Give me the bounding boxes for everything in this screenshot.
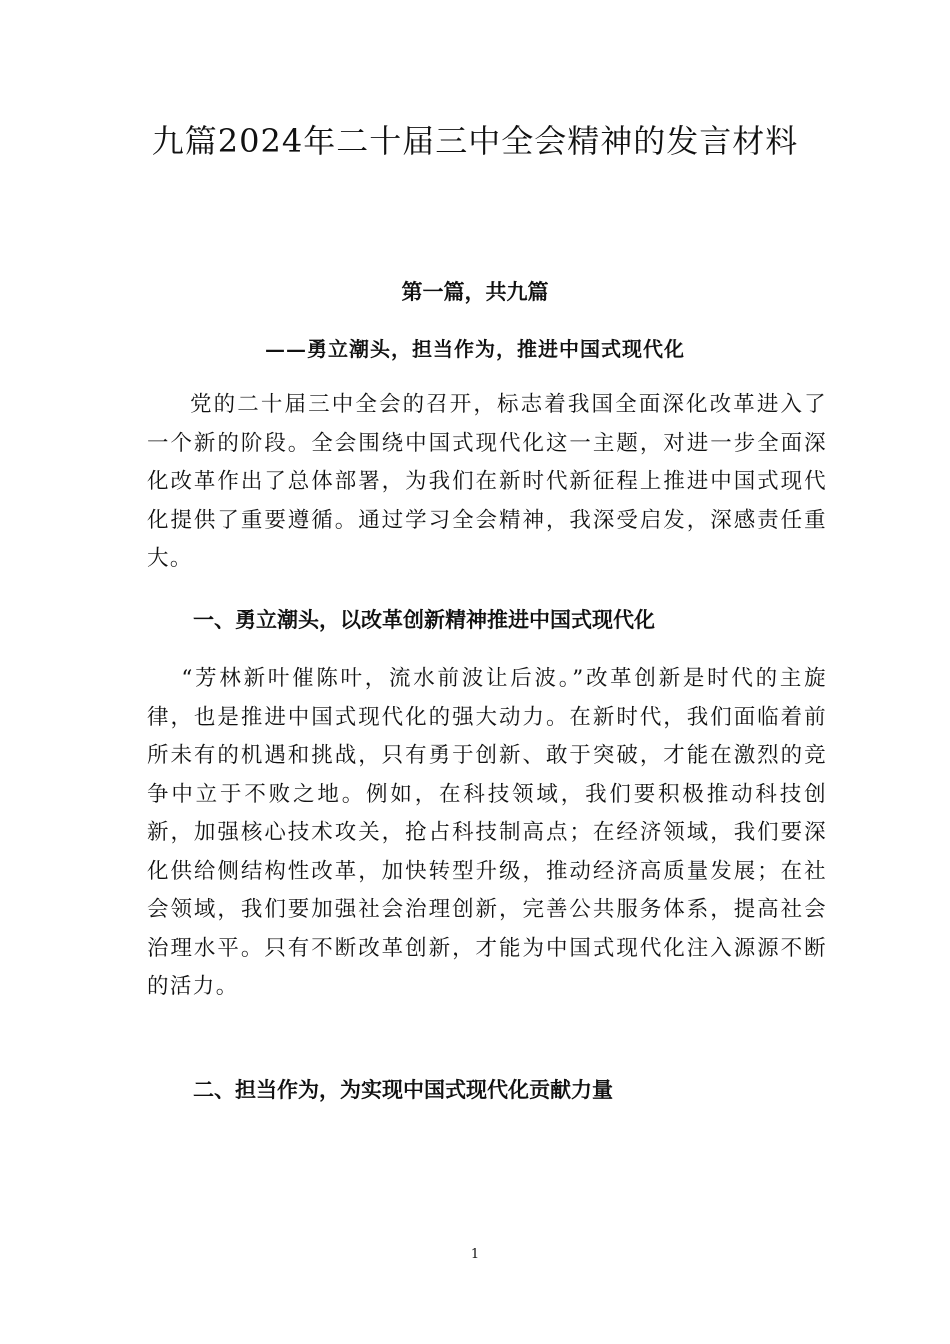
part-heading: 第一篇，共九篇 (401, 279, 549, 304)
section-heading-1: 一、勇立潮头，以改革创新精神推进中国式现代化 (193, 608, 655, 632)
section-1-paragraph: “芳林新叶催陈叶，流水前波让后波。”改革创新是时代的主旋律，也是推进中国式现代化的强大动力。在新时代，我们面临着前所未有的机遇和挑战，只有勇于创新、敢于突破，才能在激烈的竞争中立于不败之地。例如，在科技领域，我们要积极推动科技创新，加强核心技术攻关，抢占科技制高点；在经济领域，我们要深化供给侧结构性改革，加快转型升级，推动经济高质量发展；在社会领域，我们要加强社会治理创新，完善公共服务体系，提高社会治理水平。只有不断改革创新，才能为中国式现代化注入源源不断的活力。 (147, 666, 827, 999)
intro-paragraph: 党的二十届三中全会的召开，标志着我国全面深化改革进入了一个新的阶段。全会围绕中国式现代化这一主题，对进一步全面深化改革作出了总体部署，为我们在新时代新征程上推进中国式现代化提供了重要遵循。通过学习全会精神，我深受启发，深感责任重大。 (147, 392, 827, 571)
document-title: 九篇2024年二十届三中全会精神的发言材料 (151, 122, 799, 160)
section-heading-2: 二、担当作为，为实现中国式现代化贡献力量 (193, 1078, 613, 1102)
document-subtitle: ——勇立潮头，担当作为，推进中国式现代化 (265, 337, 685, 361)
page-number: 1 (470, 1247, 480, 1262)
